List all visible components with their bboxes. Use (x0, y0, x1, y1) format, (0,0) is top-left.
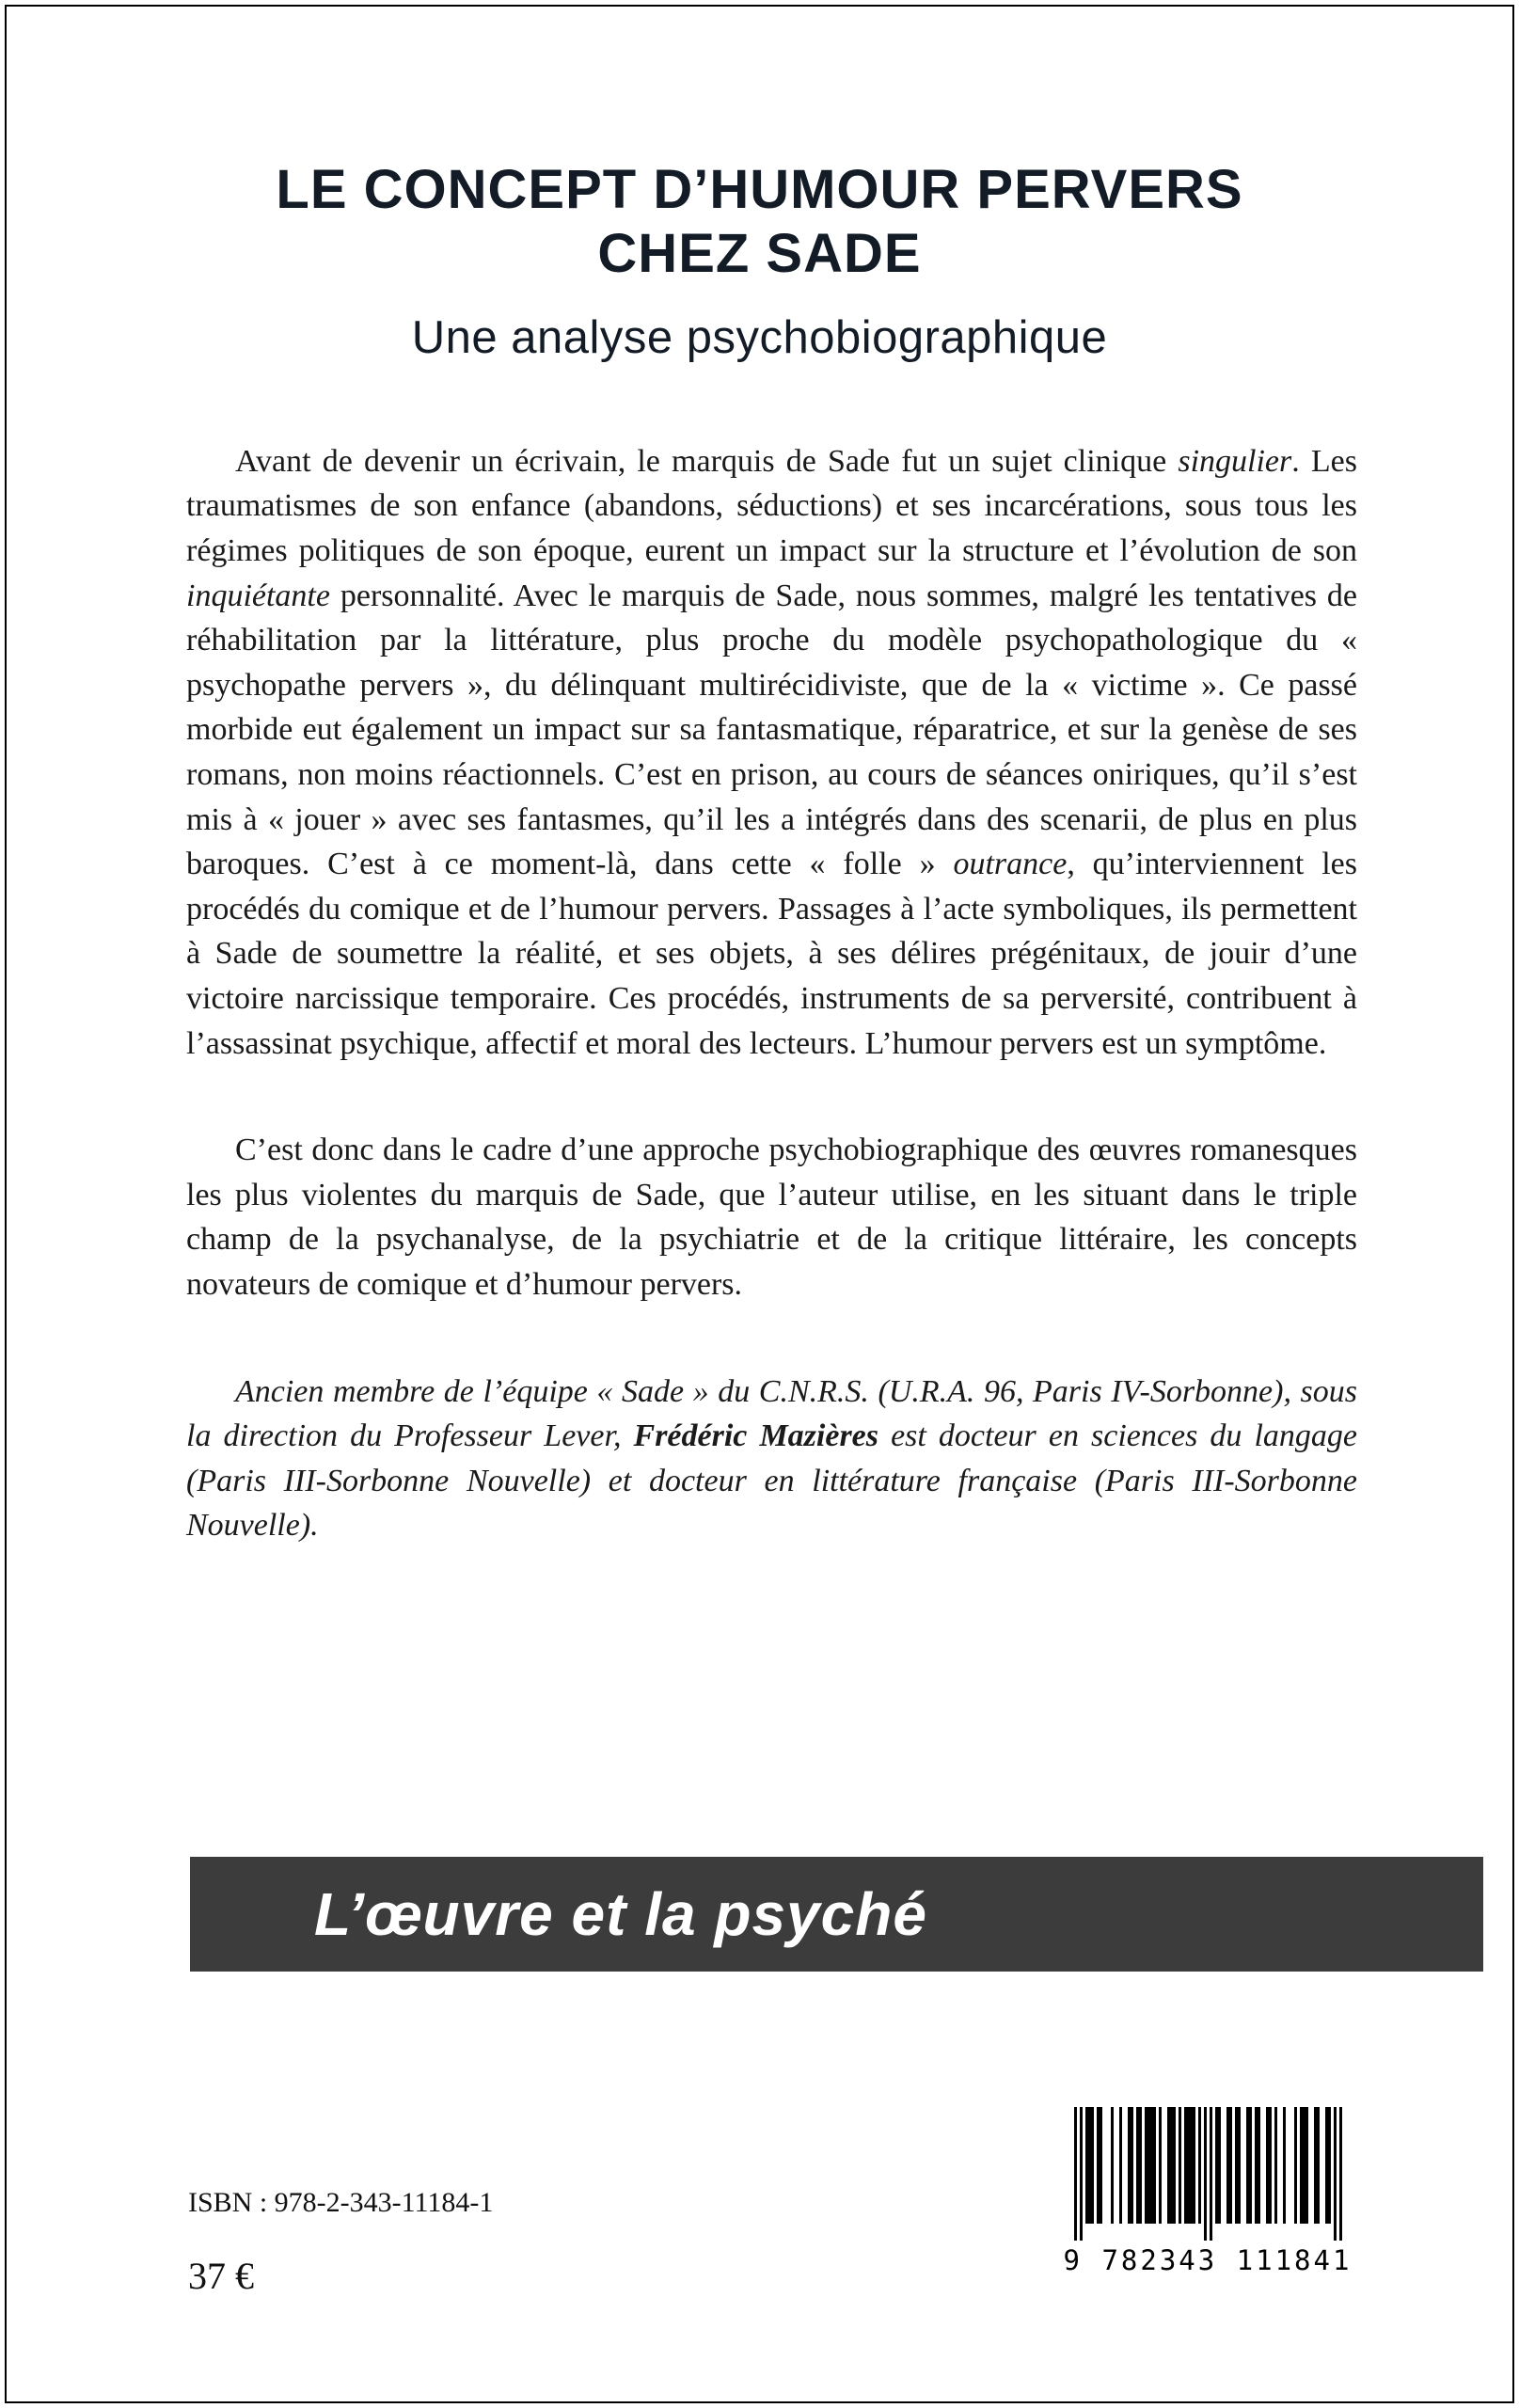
book-title-line1: LE CONCEPT D’HUMOUR PERVERS (276, 159, 1243, 220)
book-title (0, 158, 1519, 287)
barcode (1055, 2107, 1360, 2276)
barcode-number: 9 782343 111841 (1063, 2244, 1353, 2276)
summary-paragraph-1: Avant de devenir un écrivain, le marquis de Sade fut un sujet clinique singulier. Les traumatismes de son enfance (abandons, séductions) et ses incarcérations, sous tous les régimes politiques de son époque, eurent un impact sur la structure et l’évolution de son inquiétante personnalité. Avec le marquis de Sade, nous sommes, malgré les tentatives de réhabilitation par la littérature, plus proche du modèle psychopathologique du « psychopathe pervers », du délinquant multirécidiviste, que de la « victime ». Ce passé morbide eut également un impact sur sa fantasmatique, réparatrice, et sur la genèse de ses romans, non moins réactionnels. C’est en prison, au cours de séances oniriques, qu’il s’est mis à « jouer » avec ses fantasmes, qu’il les a intégrés dans des scenarii, de plus en plus baroques. C’est à ce moment-là, dans cette « folle » outrance, qu’interviennent les procédés du comique et de l’humour pervers. Passages à l’acte symboliques, ils permettent à Sade de soumettre la réalité, et ses objets, à ses délires prégénitaux, de jouir d’une victoire narcissique temporaire. Ces procédés, instruments de sa perversité, contribuent à l’assassinat psychique, affectif et moral des lecteurs. L’humour pervers est un symptôme. (186, 443, 1357, 1061)
book-title-line2: CHEZ SADE (597, 223, 922, 285)
price-label: 37 € (188, 2255, 254, 2297)
isbn-label: ISBN : 978-2-343-11184-1 (188, 2187, 494, 2218)
collection-banner (190, 1857, 1483, 1972)
barcode-bars (1055, 2107, 1360, 2241)
summary-paragraph-2: C’est donc dans le cadre d’une approche psychobiographique des œuvres romanesques les plus violentes du marquis de Sade, que l’auteur utilise, en les situant dans le triple champ de la psychanalyse, de la psychiatrie et de la critique littéraire, les concepts novateurs de comique et d’humour pervers. (186, 1133, 1357, 1302)
collection-name: L’œuvre et la psyché (314, 1880, 927, 1948)
book-subtitle: Une analyse psychobiographique (411, 311, 1108, 363)
title-block (0, 0, 1519, 364)
back-cover-text (186, 439, 1357, 1548)
author-bio-paragraph: Ancien membre de l’équipe « Sade » du C.N.R.S. (U.R.A. 96, Paris IV-Sorbonne), sous la direction du Professeur Lever, Frédéric Mazières est docteur en sciences du langage (Paris III-Sorbonne Nouvelle) et docteur en littérature française (Paris III-Sorbonne Nouvelle). (186, 1373, 1357, 1544)
